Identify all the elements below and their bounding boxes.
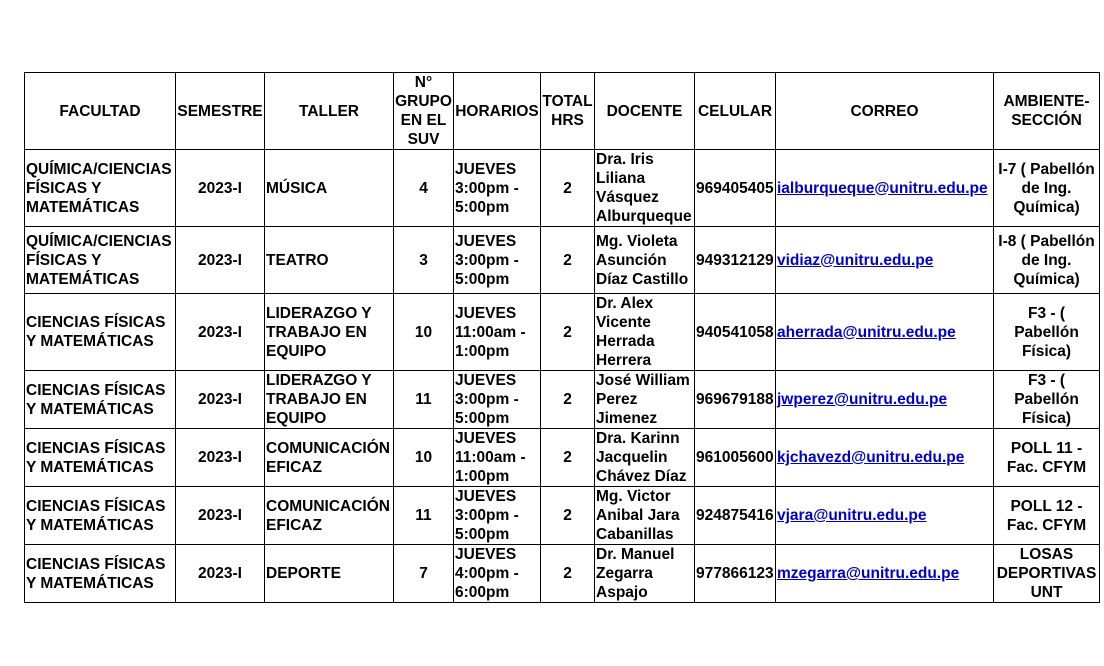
cell-celular: 969405405 xyxy=(695,150,776,227)
cell-facultad: QUÍMICA/CIENCIAS FÍSICAS Y MATEMÁTICAS xyxy=(25,150,176,227)
header-docente: DOCENTE xyxy=(595,73,695,150)
cell-semestre: 2023-I xyxy=(176,371,265,429)
cell-docente: Mg. Victor Anibal Jara Cabanillas xyxy=(595,487,695,545)
table-row xyxy=(25,294,1100,371)
cell-facultad: CIENCIAS FÍSICAS Y MATEMÁTICAS xyxy=(25,487,176,545)
header-facultad: FACULTAD xyxy=(25,73,176,150)
cell-docente: Dr. Alex Vicente Herrada Herrera xyxy=(595,294,695,371)
cell-celular: 949312129 xyxy=(695,227,776,294)
cell-facultad: CIENCIAS FÍSICAS Y MATEMÁTICAS xyxy=(25,371,176,429)
table-row xyxy=(25,545,1100,603)
header-taller: TALLER xyxy=(265,73,394,150)
cell-semestre: 2023-I xyxy=(176,227,265,294)
cell-docente: Mg. Violeta Asunción Díaz Castillo xyxy=(595,227,695,294)
email-link[interactable]: aherrada@unitru.edu.pe xyxy=(777,323,956,341)
cell-taller: COMUNICACIÓN EFICAZ xyxy=(265,487,394,545)
cell-celular: 969679188 xyxy=(695,371,776,429)
email-link[interactable]: jwperez@unitru.edu.pe xyxy=(777,391,948,408)
cell-horario: JUEVES 3:00pm - 5:00pm xyxy=(454,371,541,429)
cell-grupo: 11 xyxy=(394,371,454,429)
cell-docente: Dr. Manuel Zegarra Aspajo xyxy=(595,545,695,603)
table-row xyxy=(25,487,1100,545)
cell-taller: LIDERAZGO Y TRABAJO EN EQUIPO xyxy=(265,294,394,371)
cell-ambiente: I-7 ( Pabellón de Ing. Química) xyxy=(994,150,1100,227)
cell-total-hrs: 2 xyxy=(541,545,595,603)
header-horarios: HORARIOS xyxy=(454,73,541,150)
cell-horario: JUEVES 11:00am - 1:00pm xyxy=(454,429,541,487)
cell-grupo: 10 xyxy=(394,294,454,371)
cell-ambiente: POLL 11 - Fac. CFYM xyxy=(994,429,1100,487)
cell-facultad: QUÍMICA/CIENCIAS FÍSICAS Y MATEMÁTICAS xyxy=(25,227,176,294)
table-row xyxy=(25,150,1100,227)
table-row xyxy=(25,429,1100,487)
email-link[interactable]: kjchavezd@unitru.edu.pe xyxy=(777,449,965,466)
cell-total-hrs: 2 xyxy=(541,294,595,371)
table-row xyxy=(25,227,1100,294)
cell-horario: JUEVES 3:00pm - 5:00pm xyxy=(454,150,541,227)
cell-ambiente: POLL 12 - Fac. CFYM xyxy=(994,487,1100,545)
email-link[interactable]: vjara@unitru.edu.pe xyxy=(777,507,927,524)
cell-docente: José William Perez Jimenez xyxy=(595,371,695,429)
cell-celular: 977866123 xyxy=(695,545,776,603)
table-row xyxy=(25,371,1100,429)
cell-total-hrs: 2 xyxy=(541,371,595,429)
cell-docente: Dra. Karinn Jacquelin Chávez Díaz xyxy=(595,429,695,487)
cell-horario: JUEVES 3:00pm - 5:00pm xyxy=(454,227,541,294)
cell-celular: 940541058 xyxy=(695,294,776,371)
cell-horario: JUEVES 3:00pm - 5:00pm xyxy=(454,487,541,545)
cell-facultad: CIENCIAS FÍSICAS Y MATEMÁTICAS xyxy=(25,545,176,603)
cell-ambiente: F3 - ( Pabellón Física) xyxy=(994,294,1100,371)
cell-total-hrs: 2 xyxy=(541,429,595,487)
cell-facultad: CIENCIAS FÍSICAS Y MATEMÁTICAS xyxy=(25,294,176,371)
header-grupo: N° GRUPO EN EL SUV xyxy=(395,74,452,148)
email-link[interactable]: vidiaz@unitru.edu.pe xyxy=(777,251,934,269)
cell-total-hrs: 2 xyxy=(541,150,595,227)
header-row xyxy=(25,73,1100,150)
email-link[interactable]: ialburqueque@unitru.edu.pe xyxy=(777,179,988,197)
cell-taller: TEATRO xyxy=(265,227,394,294)
cell-horario: JUEVES 11:00am - 1:00pm xyxy=(454,294,541,371)
email-link[interactable]: mzegarra@unitru.edu.pe xyxy=(777,565,960,582)
cell-semestre: 2023-I xyxy=(176,429,265,487)
cell-celular: 924875416 xyxy=(695,487,776,545)
cell-semestre: 2023-I xyxy=(176,487,265,545)
cell-ambiente: F3 - ( Pabellón Física) xyxy=(994,371,1100,429)
cell-grupo: 7 xyxy=(394,545,454,603)
cell-total-hrs: 2 xyxy=(541,487,595,545)
header-celular: CELULAR xyxy=(695,73,776,150)
cell-grupo: 3 xyxy=(394,227,454,294)
cell-taller: MÚSICA xyxy=(265,150,394,227)
cell-semestre: 2023-I xyxy=(176,294,265,371)
cell-celular: 961005600 xyxy=(695,429,776,487)
cell-grupo: 10 xyxy=(394,429,454,487)
cell-horario: JUEVES 4:00pm - 6:00pm xyxy=(454,545,541,603)
cell-semestre: 2023-I xyxy=(176,150,265,227)
header-total-hrs: TOTAL HRS xyxy=(541,73,595,150)
cell-facultad: CIENCIAS FÍSICAS Y MATEMÁTICAS xyxy=(25,429,176,487)
cell-ambiente: I-8 ( Pabellón de Ing. Química) xyxy=(994,227,1100,294)
cell-grupo: 4 xyxy=(394,150,454,227)
cell-total-hrs: 2 xyxy=(541,227,595,294)
cell-taller: LIDERAZGO Y TRABAJO EN EQUIPO xyxy=(265,371,394,429)
cell-grupo: 11 xyxy=(394,487,454,545)
cell-semestre: 2023-I xyxy=(176,545,265,603)
cell-taller: COMUNICACIÓN EFICAZ xyxy=(265,429,394,487)
cell-taller: DEPORTE xyxy=(265,545,394,603)
header-semestre: SEMESTRE xyxy=(176,73,265,150)
cell-ambiente: LOSAS DEPORTIVAS UNT xyxy=(994,545,1100,603)
schedule-table xyxy=(24,72,1100,603)
cell-docente: Dra. Iris Liliana Vásquez Alburqueque xyxy=(595,150,695,227)
header-correo: CORREO xyxy=(776,73,994,150)
header-ambiente: AMBIENTE-SECCIÓN xyxy=(994,73,1100,150)
